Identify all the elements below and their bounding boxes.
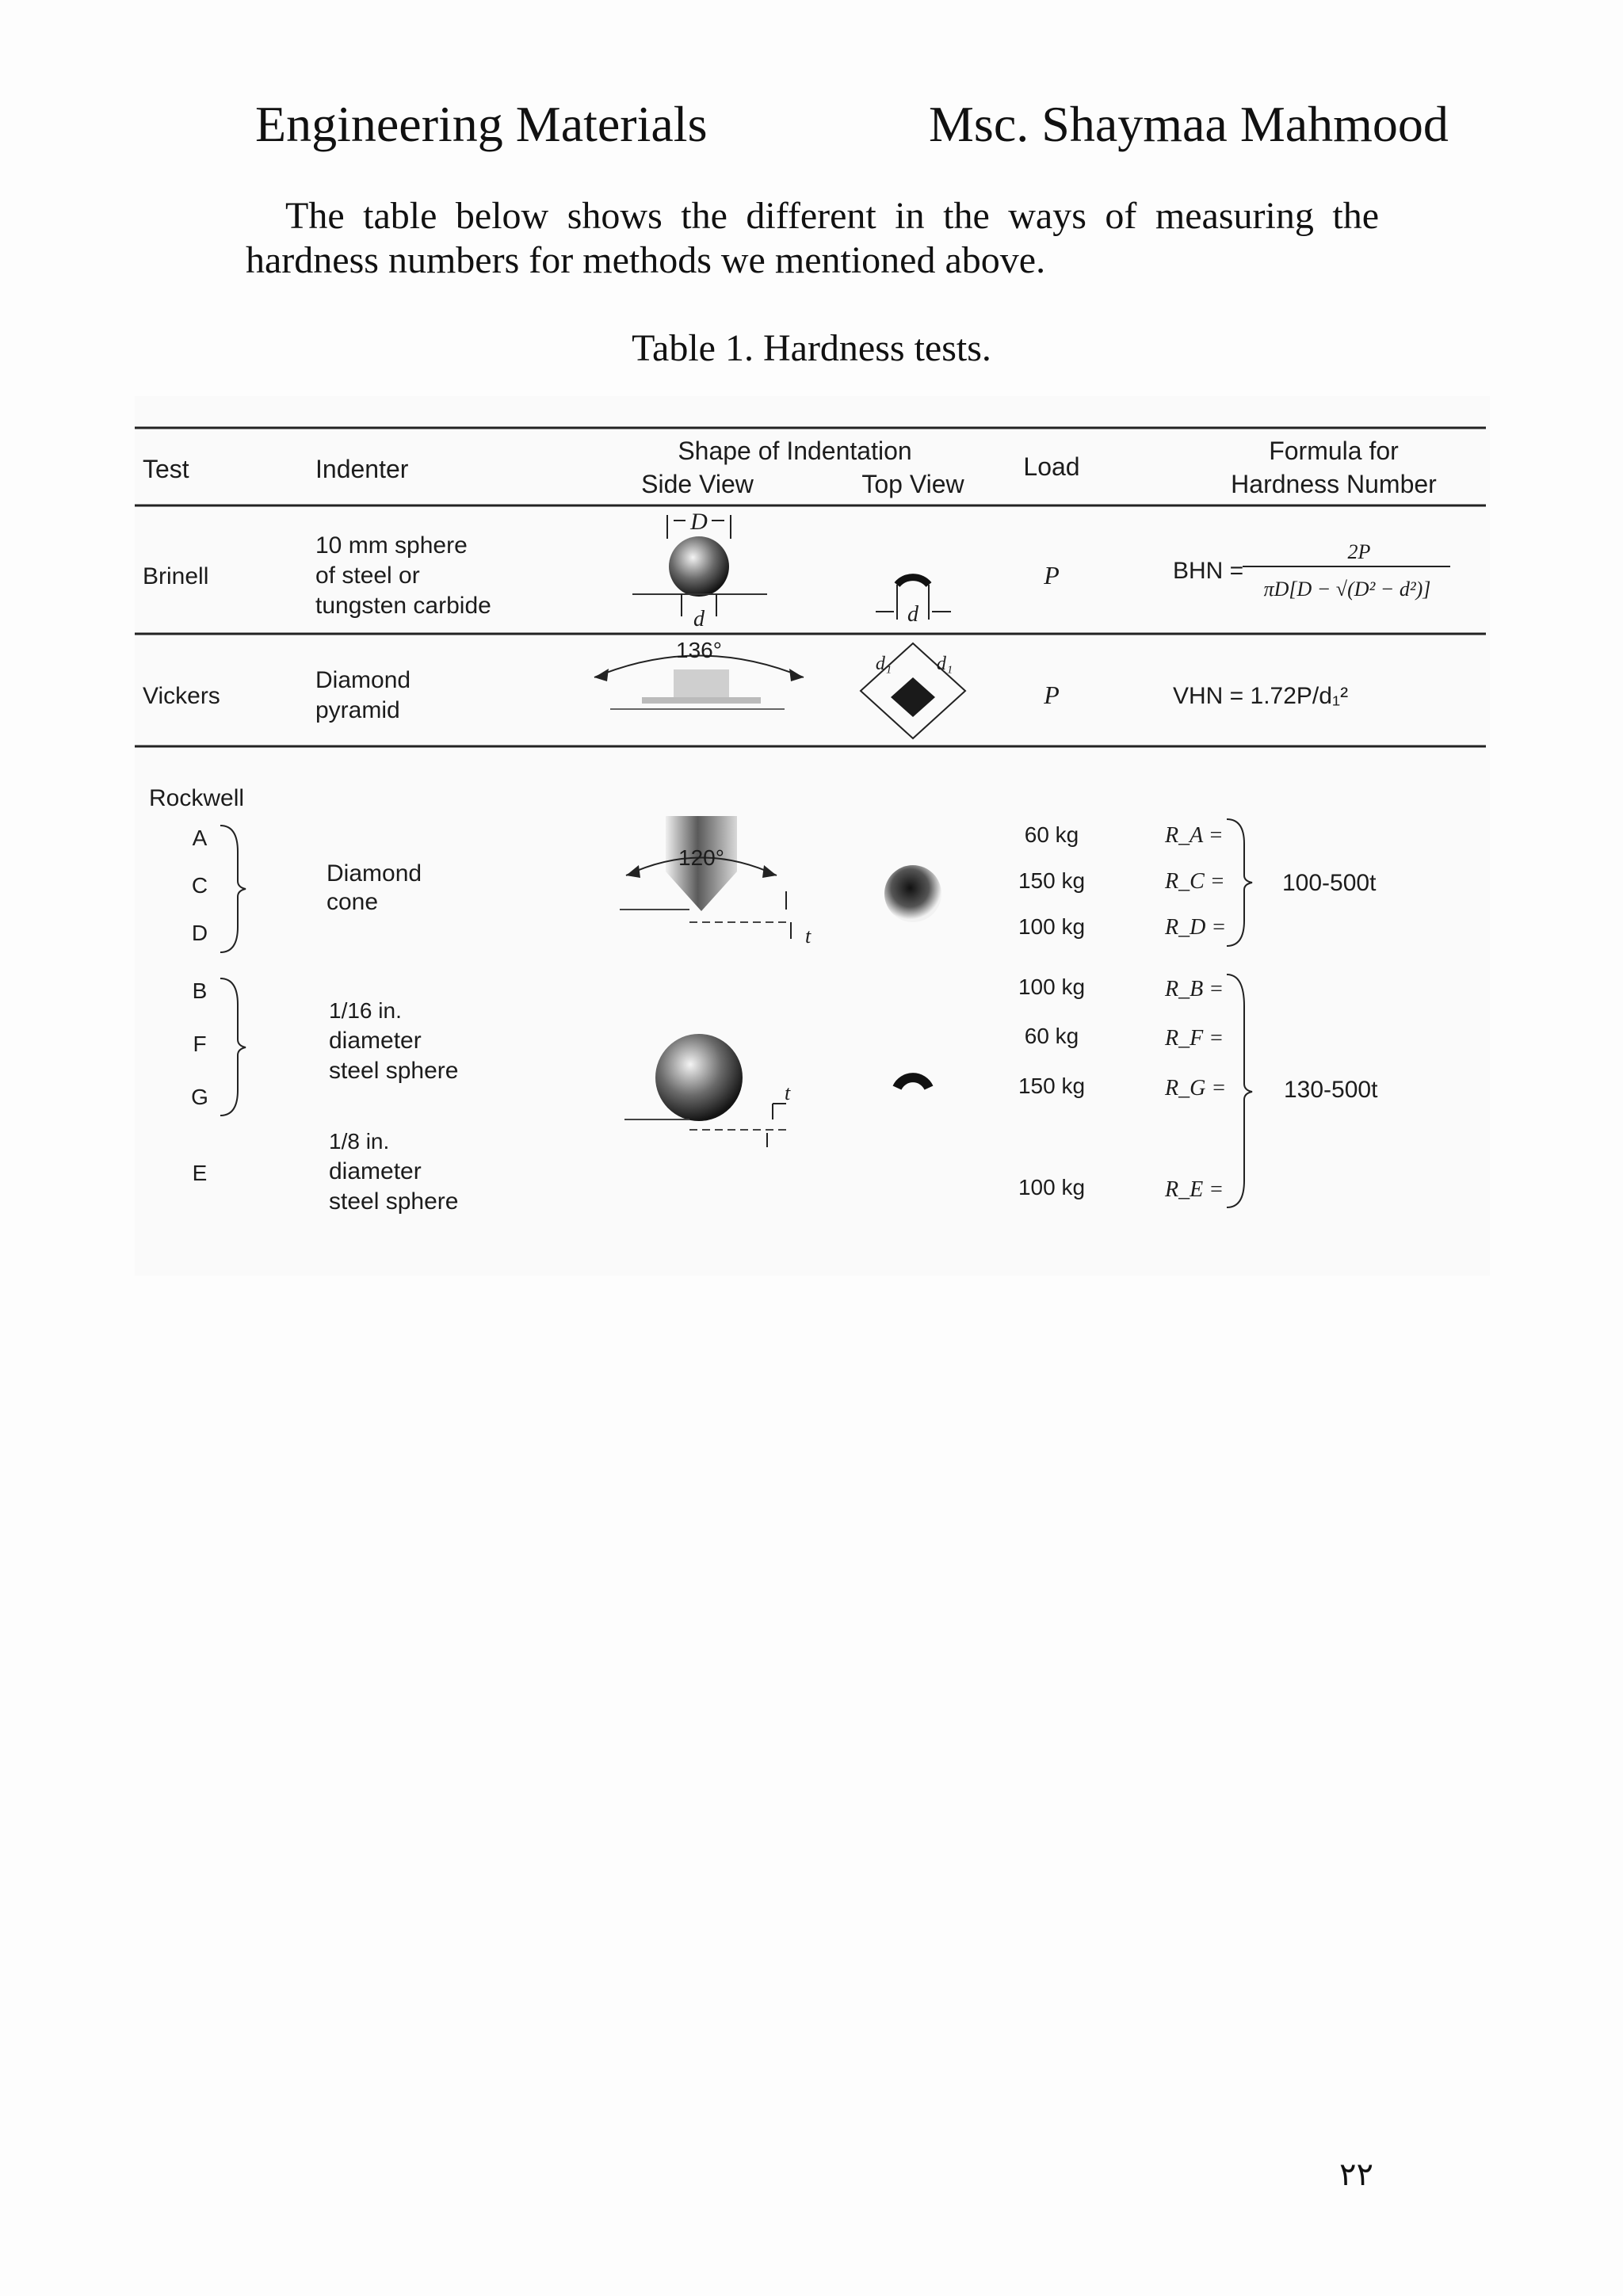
range-bfge: 130-500t bbox=[1284, 1077, 1378, 1103]
load-A: 60 kg bbox=[1024, 822, 1079, 847]
load-B: 100 kg bbox=[1018, 974, 1086, 999]
brinell-indenter-2: of steel or bbox=[315, 563, 420, 589]
col-side-view: Side View bbox=[641, 470, 754, 498]
scale-A: A bbox=[192, 826, 208, 850]
symbol-RF: R_F = bbox=[1165, 1026, 1224, 1051]
rockwell-cone-1: Diamond bbox=[327, 860, 422, 887]
brinell-top-dim-d: d bbox=[907, 602, 918, 627]
vickers-top-view bbox=[861, 643, 965, 738]
scale-F: F bbox=[193, 1032, 207, 1056]
load-D: 100 kg bbox=[1018, 914, 1086, 939]
scale-C: C bbox=[191, 873, 208, 898]
load-G: 150 kg bbox=[1018, 1074, 1086, 1098]
brinell-dim-D: D bbox=[690, 509, 708, 535]
vickers-dim-d1a: d₁ bbox=[875, 654, 892, 674]
brinell-load: P bbox=[1044, 561, 1060, 589]
brace-acd bbox=[220, 826, 246, 952]
symbol-RD: R_D = bbox=[1165, 915, 1227, 940]
col-formula-2: Hardness Number bbox=[1231, 470, 1437, 498]
scale-G: G bbox=[191, 1085, 208, 1109]
load-C: 150 kg bbox=[1018, 868, 1086, 893]
scale-D: D bbox=[191, 921, 208, 945]
hardness-table-figure bbox=[135, 396, 1490, 1276]
brinell-formula-num: 2P bbox=[1347, 540, 1371, 563]
symbol-RG: R_G = bbox=[1165, 1076, 1227, 1100]
load-E: 100 kg bbox=[1018, 1175, 1086, 1199]
rockwell-cone-side-view bbox=[620, 816, 812, 948]
brinell-formula-lhs: BHN = bbox=[1173, 558, 1244, 584]
scale-B: B bbox=[192, 978, 208, 1003]
rockwell-test: Rockwell bbox=[149, 785, 245, 811]
brace-bfg bbox=[220, 978, 246, 1116]
rockwell-dim-t1: t bbox=[805, 925, 812, 948]
header-author: Msc. Shaymaa Mahmood bbox=[929, 96, 1449, 152]
load-F: 60 kg bbox=[1024, 1024, 1079, 1048]
rockwell-dim-t2: t bbox=[785, 1081, 791, 1104]
col-top-view: Top View bbox=[861, 470, 964, 498]
col-indenter: Indenter bbox=[315, 455, 409, 483]
vickers-side-view bbox=[594, 638, 804, 709]
rockwell-sphere-side-view bbox=[624, 1034, 791, 1147]
symbol-RB: R_B = bbox=[1165, 977, 1224, 1001]
col-load: Load bbox=[1023, 452, 1080, 481]
brinell-side-view bbox=[632, 509, 767, 631]
rockwell-cone-top-view bbox=[884, 865, 941, 922]
brinell-indenter-1: 10 mm sphere bbox=[315, 532, 468, 559]
col-shape: Shape of Indentation bbox=[678, 437, 912, 465]
brinell-formula-den: πD[D − √(D² − d²)] bbox=[1263, 578, 1431, 601]
brinell-indenter-3: tungsten carbide bbox=[315, 593, 491, 619]
brace-rb-re bbox=[1227, 974, 1252, 1207]
brinell-dim-d: d bbox=[693, 607, 705, 631]
symbol-RA: R_A = bbox=[1165, 823, 1224, 848]
rockwell-sphere-1b: steel sphere bbox=[329, 1058, 459, 1084]
vickers-indenter-2: pyramid bbox=[315, 697, 400, 723]
vickers-formula: VHN = 1.72P/d₁² bbox=[1173, 683, 1349, 709]
header-title: Engineering Materials bbox=[255, 96, 708, 152]
rockwell-cone-2: cone bbox=[327, 889, 379, 915]
vickers-indenter-1: Diamond bbox=[315, 667, 411, 693]
rockwell-sphere-2a: diameter bbox=[329, 1158, 422, 1184]
brinell-top-view bbox=[876, 578, 951, 627]
rockwell-sphere-1a: diameter bbox=[329, 1028, 422, 1054]
col-test: Test bbox=[143, 455, 189, 483]
page-number: ٢٢ bbox=[1339, 2157, 1373, 2193]
range-acd: 100-500t bbox=[1282, 870, 1377, 896]
table-caption: Table 1. Hardness tests. bbox=[632, 327, 991, 369]
rockwell-sphere-frac-1: 1/16 in. bbox=[329, 998, 402, 1023]
vickers-angle: 136° bbox=[676, 638, 722, 662]
rockwell-sphere-frac-2: 1/8 in. bbox=[329, 1129, 390, 1154]
rockwell-sphere-top-view bbox=[897, 1077, 929, 1088]
rockwell-sphere-2b: steel sphere bbox=[329, 1188, 459, 1215]
rockwell-angle: 120° bbox=[678, 845, 724, 870]
vickers-load: P bbox=[1044, 681, 1060, 709]
scale-E: E bbox=[192, 1161, 208, 1185]
intro-paragraph: The table below shows the different in the ways of measuring the hardness numbers for methods we mentioned above. bbox=[246, 195, 1379, 281]
vickers-test: Vickers bbox=[143, 683, 220, 709]
col-formula-1: Formula for bbox=[1269, 437, 1399, 465]
vickers-dim-d1b: d₁ bbox=[936, 654, 953, 674]
symbol-RC: R_C = bbox=[1165, 869, 1225, 894]
symbol-RE: R_E = bbox=[1165, 1177, 1224, 1202]
brinell-test: Brinell bbox=[143, 563, 209, 589]
brace-ra-rd bbox=[1227, 819, 1252, 946]
